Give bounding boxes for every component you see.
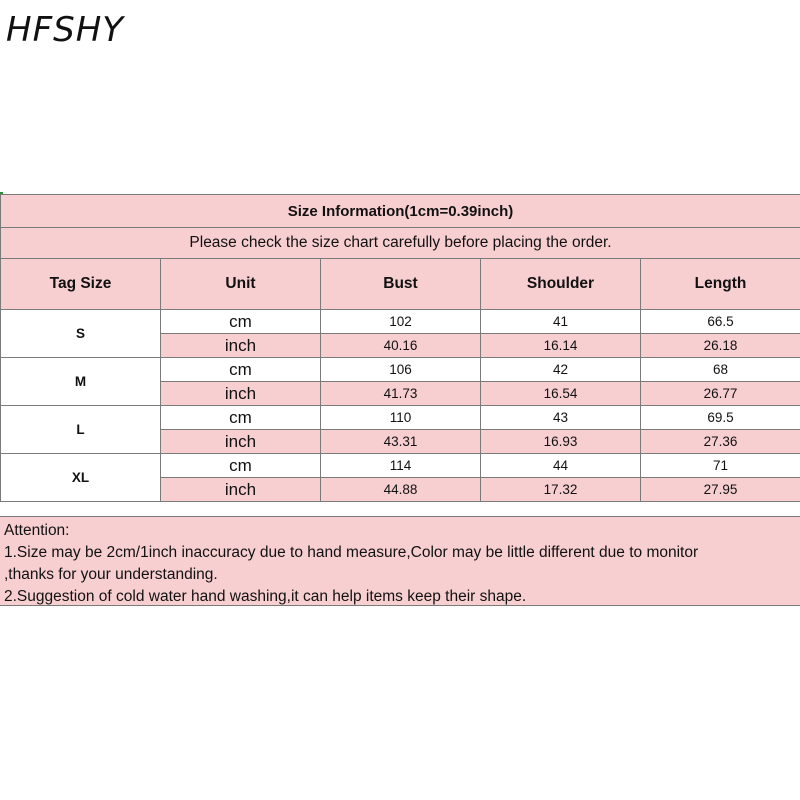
bust-cell: 43.31 (321, 430, 481, 454)
bust-cell: 114 (321, 454, 481, 478)
bust-cell: 110 (321, 406, 481, 430)
shoulder-cell: 16.93 (481, 430, 641, 454)
unit-cell: cm (161, 358, 321, 382)
length-cell: 68 (641, 358, 800, 382)
size-table (0, 194, 800, 502)
size-label-s: S (1, 310, 161, 358)
shoulder-cell: 42 (481, 358, 641, 382)
bust-cell: 40.16 (321, 334, 481, 358)
shoulder-cell: 44 (481, 454, 641, 478)
bust-cell: 44.88 (321, 478, 481, 502)
length-cell: 27.95 (641, 478, 800, 502)
table-row (1, 310, 800, 334)
length-cell: 66.5 (641, 310, 800, 334)
shoulder-cell: 17.32 (481, 478, 641, 502)
attention-line-3: 2.Suggestion of cold water hand washing,it can help items keep their shape. (4, 588, 527, 605)
chart-subtitle: Please check the size chart carefully before placing the order. (1, 228, 800, 259)
header-tag-size: Tag Size (1, 259, 161, 310)
unit-cell: inch (161, 430, 321, 454)
unit-cell: inch (161, 334, 321, 358)
length-cell: 69.5 (641, 406, 800, 430)
unit-cell: cm (161, 454, 321, 478)
table-row (1, 358, 800, 382)
attention-heading: Attention: (4, 522, 70, 539)
unit-cell: inch (161, 478, 321, 502)
size-label-m: M (1, 358, 161, 406)
size-chart (0, 194, 800, 502)
size-label-xl: XL (1, 454, 161, 502)
length-cell: 71 (641, 454, 800, 478)
bust-cell: 102 (321, 310, 481, 334)
attention-notes (0, 516, 800, 606)
header-shoulder: Shoulder (481, 259, 641, 310)
bust-cell: 106 (321, 358, 481, 382)
chart-title: Size Information(1cm=0.39inch) (1, 195, 800, 228)
header-unit: Unit (161, 259, 321, 310)
header-row (1, 259, 800, 310)
attention-line-1: 1.Size may be 2cm/1inch inaccuracy due to hand measure,Color may be little different due to monitor (4, 544, 699, 561)
shoulder-cell: 16.54 (481, 382, 641, 406)
header-bust: Bust (321, 259, 481, 310)
table-row (1, 454, 800, 478)
header-length: Length (641, 259, 800, 310)
brand-logo-text: HFSHY (6, 10, 125, 50)
table-row (1, 406, 800, 430)
unit-cell: inch (161, 382, 321, 406)
attention-line-2: ,thanks for your understanding. (4, 566, 218, 583)
length-cell: 27.36 (641, 430, 800, 454)
bust-cell: 41.73 (321, 382, 481, 406)
unit-cell: cm (161, 406, 321, 430)
shoulder-cell: 43 (481, 406, 641, 430)
length-cell: 26.18 (641, 334, 800, 358)
length-cell: 26.77 (641, 382, 800, 406)
size-label-l: L (1, 406, 161, 454)
shoulder-cell: 16.14 (481, 334, 641, 358)
shoulder-cell: 41 (481, 310, 641, 334)
unit-cell: cm (161, 310, 321, 334)
